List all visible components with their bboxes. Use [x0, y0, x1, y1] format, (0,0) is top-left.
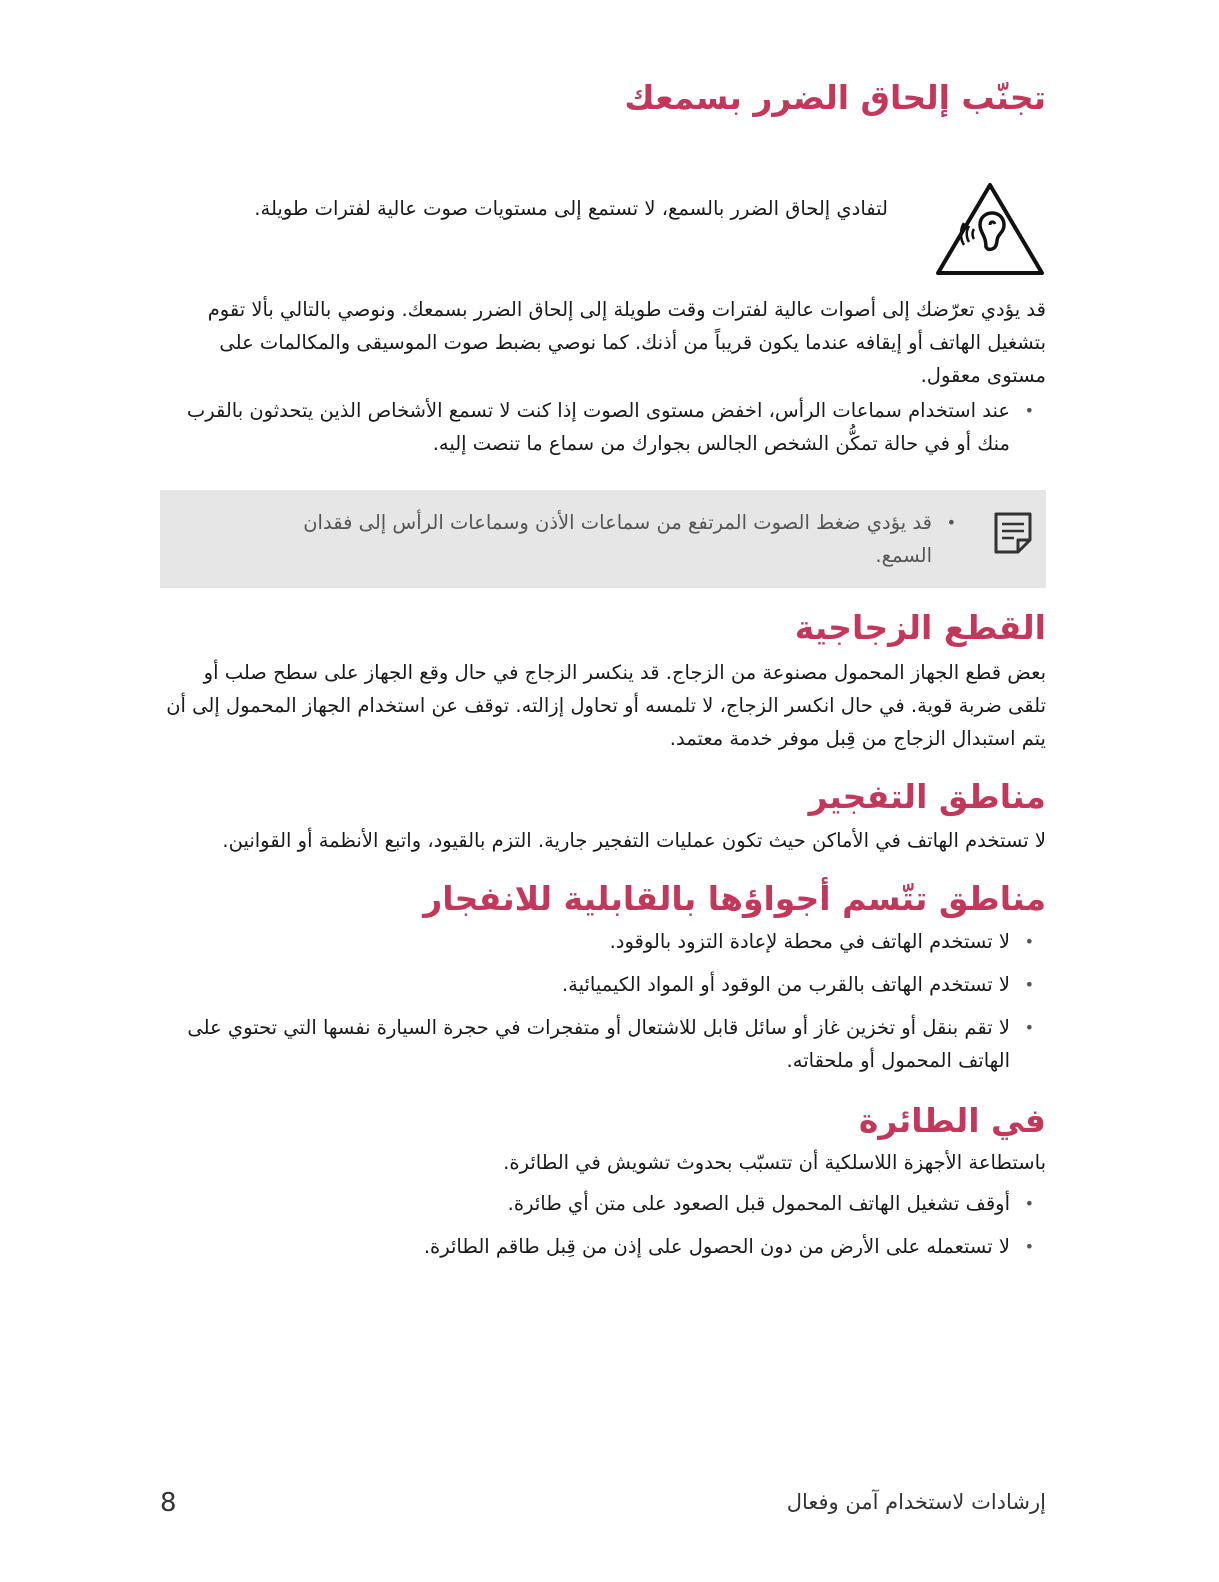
glass-body: بعض قطع الجهاز المحمول مصنوعة من الزجاج. قد ينكسر الزجاج في حال وقع الجهاز على سطح صلب أو تلقى ضربة قوية. في حال انكسر الزجاج، لا تلمسه أو تحاول إزالته. توقف عن استخدام الجهاز المحمول إلى أن يتم استبدال الزجاج من قِبل موفر خدمة معتمد.	[166, 661, 1046, 751]
page-content	[160, 76, 1046, 1263]
note-icon	[992, 510, 1034, 556]
section-title-hearing: تجنّب إلحاق الضرر بسمعك	[624, 78, 1046, 117]
list-item: • لا تستخدم الهاتف في محطة لإعادة التزود بالوقود.	[160, 925, 1046, 958]
hearing-warning-text: لتفادي إلحاق الضرر بالسمع، لا تستمع إلى مستويات صوت عالية لفترات طويلة.	[254, 197, 888, 221]
aircraft-bullets	[160, 1187, 1046, 1263]
hearing-warning	[160, 181, 1046, 277]
section-title-blasting: مناطق التفجير	[808, 777, 1046, 817]
section-title-glass: القطع الزجاجية	[794, 607, 1046, 647]
page-number: 8	[160, 1488, 177, 1518]
list-item: • عند استخدام سماعات الرأس، اخفض مستوى الصوت إذا كنت لا تسمع الأشخاص الذين يتحدثون بالقرب منك أو في حالة تمكُّن الشخص الجالس بجوارك من سماع ما تنصت إليه.	[160, 394, 1046, 460]
list-item: • أوقف تشغيل الهاتف المحمول قبل الصعود على متن أي طائرة.	[160, 1187, 1046, 1220]
explosive-bullets	[160, 925, 1046, 1077]
list-item: • لا تستعمله على الأرض من دون الحصول على إذن من قِبل طاقم الطائرة.	[160, 1230, 1046, 1263]
aircraft-body: باستطاعة الأجهزة اللاسلكية أن تتسبّب بحدوث تشويش في الطائرة.	[503, 1150, 1046, 1174]
footer-title: إرشادات لاستخدام آمن وفعال	[786, 1490, 1046, 1514]
hearing-body: قد يؤدي تعرّضك إلى أصوات عالية لفترات وقت طويلة إلى إلحاق الضرر بسمعك. ونوصي بالتالي بألا تقوم بتشغيل الهاتف أو إيقافه عندما يكون قريباً من أذنك. كما نوصي بضبط صوت الموسيقى والمكالمات على مستوى معقول.	[207, 297, 1046, 387]
note-text: • قد يؤدي ضغط الصوت المرتفع من سماعات الأذن وسماعات الرأس إلى فقدان السمع.	[250, 506, 968, 572]
list-item: • لا تستخدم الهاتف بالقرب من الوقود أو المواد الكيميائية.	[160, 968, 1046, 1001]
hearing-bullets	[160, 394, 1046, 460]
page-footer	[160, 1488, 1046, 1528]
section-title-explosive: مناطق تتّسم أجواؤها بالقابلية للانفجار	[423, 878, 1046, 918]
hearing-note-list	[250, 506, 968, 572]
hearing-note-box	[160, 490, 1046, 588]
list-item: • لا تقم بنقل أو تخزين غاز أو سائل قابل للاشتعال أو متفجرات في حجرة السيارة نفسها التي تحتوي على الهاتف المحمول أو ملحقاته.	[160, 1011, 1046, 1077]
section-title-aircraft: في الطائرة	[858, 1101, 1046, 1141]
hearing-warning-icon	[934, 181, 1046, 277]
blasting-body: لا تستخدم الهاتف في الأماكن حيث تكون عمليات التفجير جارية. التزم بالقيود، واتبع الأنظمة أو القوانين.	[222, 828, 1046, 852]
